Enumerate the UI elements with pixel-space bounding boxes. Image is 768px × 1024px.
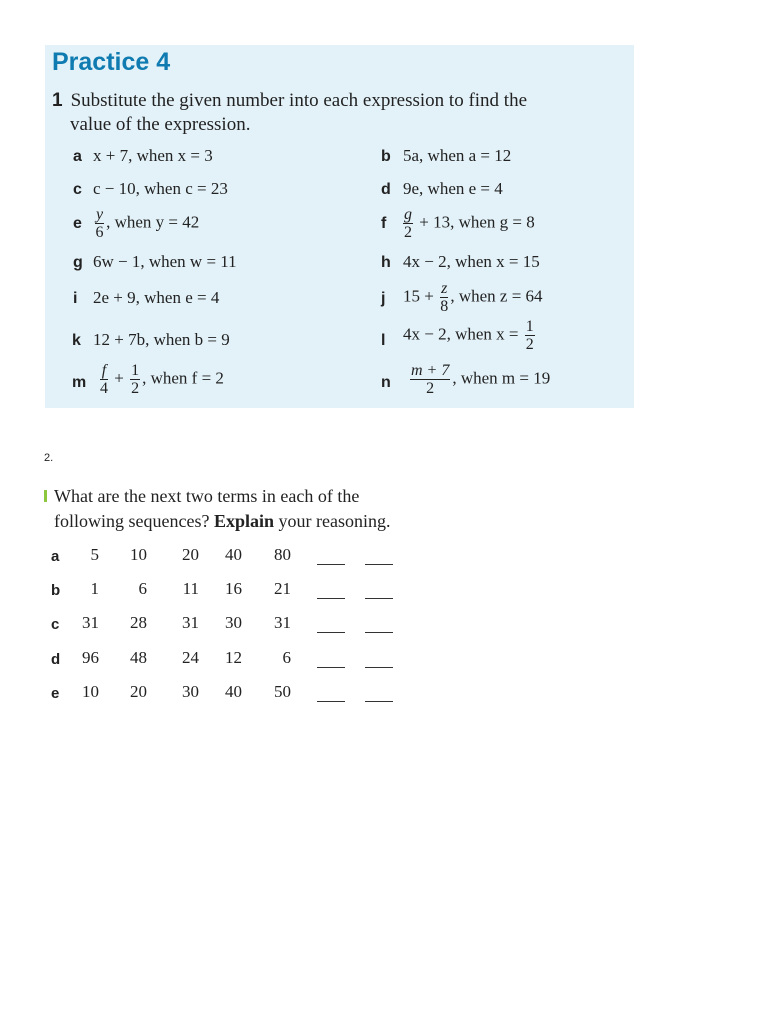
instruction-line-1: Substitute the given number into each expression to find the [70, 90, 528, 111]
item-b-expression: 5a, when a = 12 [403, 146, 512, 165]
sequence-label-a: a [51, 548, 60, 565]
sequence-term: 10 [82, 682, 99, 701]
item-m-denominator-1: 4 [100, 380, 108, 397]
item-i-label: i [73, 290, 78, 307]
item-m-plus: + [114, 368, 124, 388]
item-d-expression: 9e, when e = 4 [403, 179, 503, 198]
sequence-label-e: e [51, 685, 60, 702]
item-f-text: + 13, when g = 8 [419, 212, 535, 232]
sequence-term: 11 [182, 579, 199, 598]
item-m-denominator-2: 2 [131, 380, 140, 397]
item-g-expression: 6w − 1, when w = 11 [93, 252, 237, 271]
sequence-term: 31 [182, 613, 199, 632]
item-j-numerator: z [441, 280, 448, 297]
item-j-denominator: 8 [440, 298, 449, 315]
sequence-term: 80 [274, 545, 291, 564]
sequence-term: 40 [225, 682, 242, 701]
answer-blank[interactable] [365, 701, 393, 702]
item-a-expression: x + 7, when x = 3 [93, 146, 213, 165]
item-j-text: , when z = 64 [450, 286, 543, 306]
item-l-denominator: 2 [525, 336, 534, 353]
answer-blank[interactable] [317, 598, 345, 599]
prompt-explain-word: Explain [213, 511, 274, 531]
question-1-instruction [52, 89, 527, 137]
item-f-label: f [381, 215, 387, 232]
item-f-denominator: 2 [404, 224, 412, 241]
sequence-term: 48 [130, 648, 147, 667]
item-e-fraction [95, 206, 104, 241]
prompt-line-2-post: your reasoning. [273, 511, 391, 531]
item-k-label: k [72, 332, 81, 349]
sequence-label-c: c [51, 616, 60, 633]
item-j-expression [403, 280, 543, 315]
item-h-label: h [381, 254, 391, 271]
question-2-number: 2. [44, 452, 54, 464]
sequence-term: 96 [82, 648, 99, 667]
sequence-term: 50 [274, 682, 291, 701]
item-i-expression: 2e + 9, when e = 4 [93, 288, 220, 307]
item-j-fraction [440, 280, 448, 315]
sequence-term: 21 [274, 579, 291, 598]
item-l-expression [403, 318, 537, 353]
question-marker [44, 490, 47, 502]
answer-blank[interactable] [317, 701, 345, 702]
item-m-numerator-2: 1 [131, 362, 140, 379]
item-l-label: l [381, 332, 386, 349]
item-n-expression [408, 362, 550, 397]
item-m-numerator-1: f [101, 362, 107, 379]
sequence-term: 12 [225, 648, 242, 667]
item-f-numerator: g [404, 206, 412, 223]
sequence-term: 16 [225, 579, 242, 598]
item-b-label: b [381, 148, 391, 165]
sequence-label-d: d [51, 651, 61, 668]
sequence-term: 6 [138, 579, 147, 598]
sequence-term: 40 [225, 545, 242, 564]
item-k-expression: 12 + 7b, when b = 9 [93, 330, 230, 349]
item-l-numerator: 1 [525, 318, 534, 335]
item-e-denominator: 6 [95, 224, 104, 241]
item-n-fraction [410, 362, 450, 397]
prompt-line-1: What are the next two terms in each of the [54, 486, 360, 506]
answer-blank[interactable] [317, 632, 345, 633]
sequence-term: 1 [90, 579, 99, 598]
item-n-numerator: m + 7 [411, 362, 450, 379]
item-l-text: 4x − 2, when x = [403, 324, 519, 344]
item-g-label: g [73, 254, 83, 271]
item-j-label: j [381, 290, 386, 307]
prompt-line-2 [54, 509, 390, 534]
answer-blank[interactable] [365, 632, 393, 633]
item-d-label: d [381, 181, 391, 198]
sequence-term: 30 [182, 682, 199, 701]
practice-title: Practice 4 [52, 48, 171, 76]
instruction-line-2: value of the expression. [70, 114, 251, 135]
item-j-prefix: 15 + [403, 286, 434, 306]
answer-blank[interactable] [317, 564, 345, 565]
item-n-denominator: 2 [426, 380, 435, 397]
item-m-fraction-1 [100, 362, 108, 397]
question-2-prompt [54, 484, 390, 534]
item-m-expression [98, 362, 224, 397]
item-m-label: m [72, 374, 87, 391]
sequence-term: 24 [182, 648, 199, 667]
question-1-number: 1 [52, 90, 63, 111]
answer-blank[interactable] [365, 598, 393, 599]
item-m-fraction-2 [130, 362, 140, 397]
item-f-fraction [403, 206, 413, 241]
sequence-term: 30 [225, 613, 242, 632]
item-m-text: , when f = 2 [142, 368, 224, 388]
item-f-expression [401, 206, 535, 241]
item-h-expression: 4x − 2, when x = 15 [403, 252, 540, 271]
item-e-expression [93, 206, 199, 241]
item-n-text: , when m = 19 [452, 368, 551, 388]
sequence-term: 20 [182, 545, 199, 564]
item-a-label: a [73, 148, 82, 165]
prompt-line-2-pre: following sequences? [54, 511, 214, 531]
item-e-numerator: y [96, 206, 104, 223]
sequence-term: 10 [130, 545, 147, 564]
item-e-label: e [73, 215, 82, 232]
sequence-term: 20 [130, 682, 147, 701]
item-e-text: , when y = 42 [106, 212, 200, 232]
item-l-fraction [525, 318, 535, 353]
sequence-term: 28 [130, 613, 147, 632]
sequence-label-b: b [51, 582, 61, 599]
sequence-term: 31 [274, 613, 291, 632]
sequence-term: 31 [82, 613, 99, 632]
answer-blank[interactable] [317, 667, 345, 668]
sequence-term: 6 [282, 648, 291, 667]
answer-blank[interactable] [365, 667, 393, 668]
sequence-term: 5 [90, 545, 99, 564]
answer-blank[interactable] [365, 564, 393, 565]
item-c-expression: c − 10, when c = 23 [93, 179, 228, 198]
item-n-label: n [381, 374, 391, 391]
item-c-label: c [73, 181, 82, 198]
